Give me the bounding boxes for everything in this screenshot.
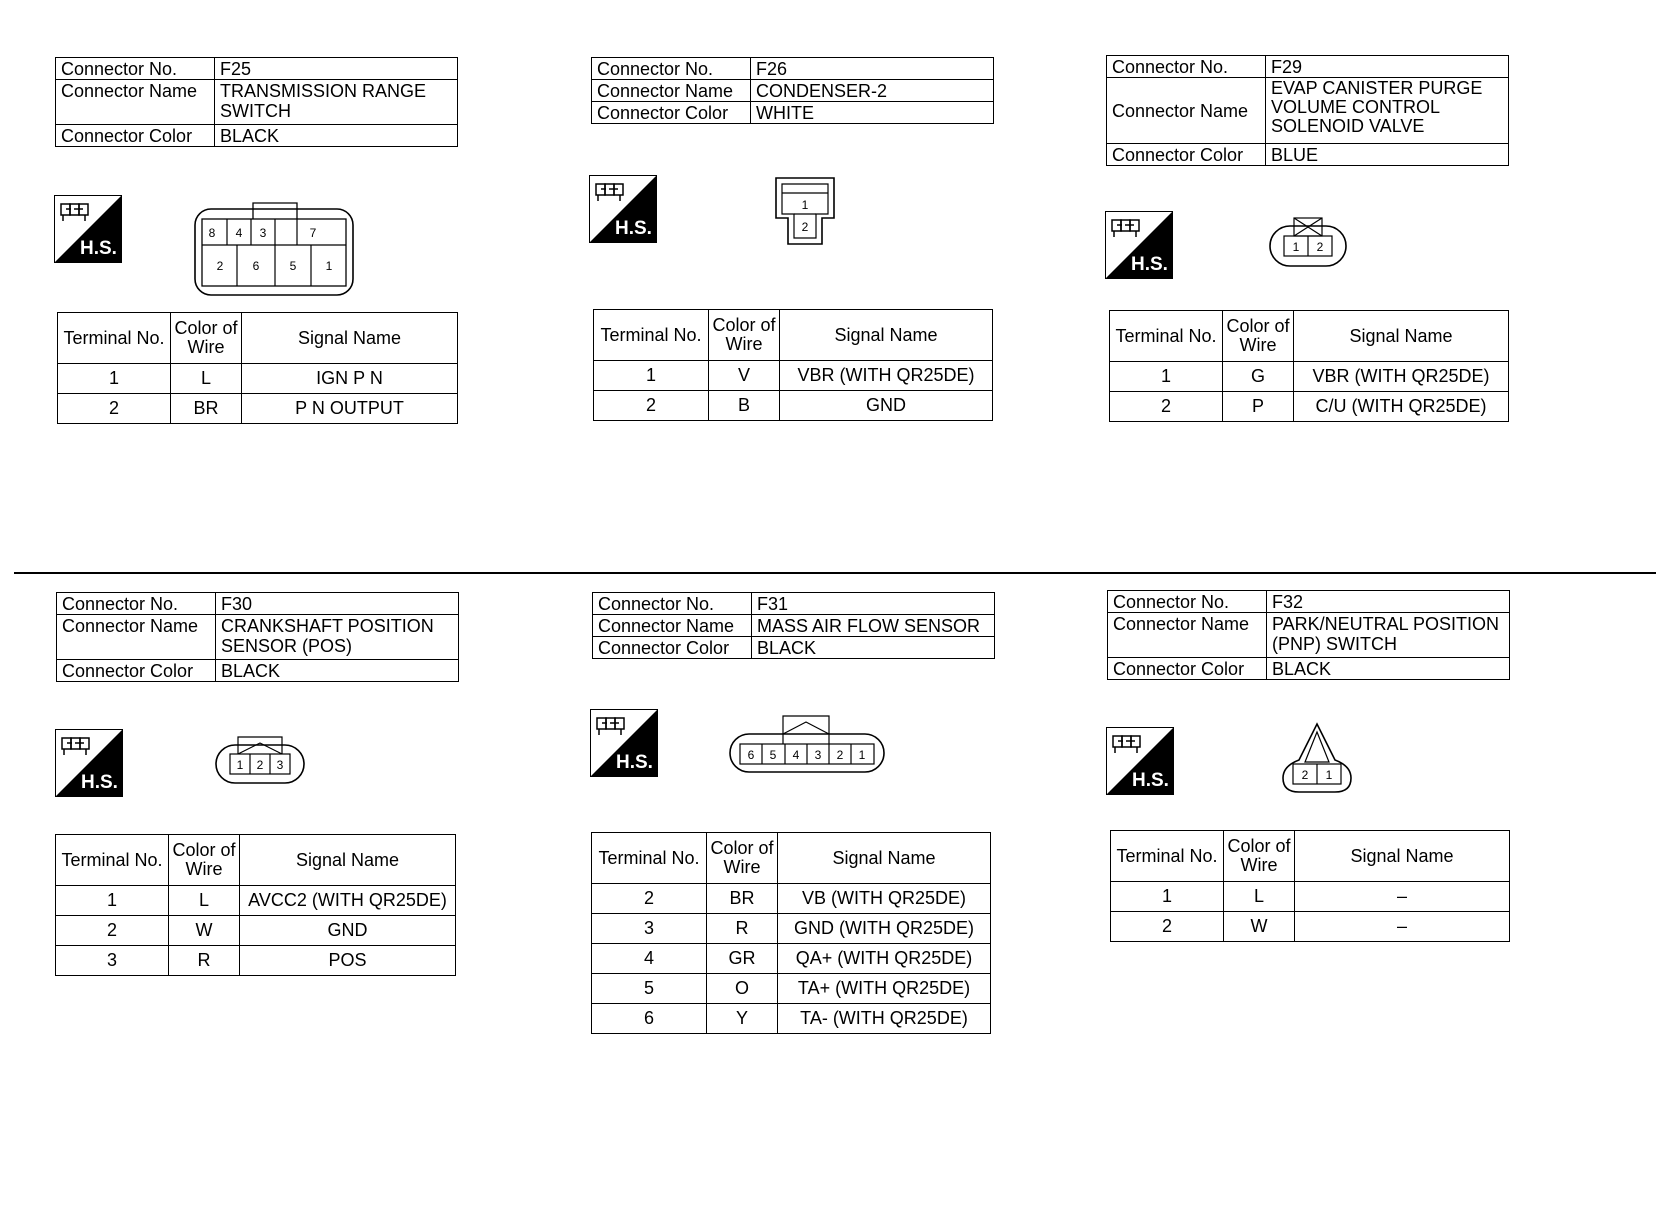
harness-side-icon xyxy=(1105,211,1173,279)
connector-f26-info xyxy=(591,57,994,124)
color-of-wire-header: Color of Wire xyxy=(1224,831,1295,882)
hs-badge-text: H.S. xyxy=(1132,770,1169,791)
table-cell: QA+ (WITH QR25DE) xyxy=(778,944,991,974)
table-cell: L xyxy=(1224,882,1295,912)
pin-label: 4 xyxy=(792,748,800,762)
table-row xyxy=(1108,591,1510,613)
terminal-no-header: Terminal No. xyxy=(1110,311,1223,362)
pin-label: 2 xyxy=(256,758,264,772)
table-row xyxy=(592,1004,991,1034)
signal-name-header: Signal Name xyxy=(1295,831,1510,882)
pin-label: 5 xyxy=(769,748,777,762)
pin-label: 2 xyxy=(1301,768,1309,782)
connector-name-line: VOLUME CONTROL xyxy=(1271,97,1441,117)
connector-color-value: BLACK xyxy=(752,637,995,659)
table-row xyxy=(594,361,993,391)
connector-name-label: Connector Name xyxy=(1107,78,1266,144)
table-row xyxy=(56,58,458,80)
table-cell: 6 xyxy=(592,1004,707,1034)
connector-color-label: Connector Color xyxy=(592,102,751,124)
hs-badge-text: H.S. xyxy=(615,218,652,239)
pin-label: 5 xyxy=(289,259,297,273)
color-of-wire-header: Color of Wire xyxy=(709,310,780,361)
table-cell: 4 xyxy=(592,944,707,974)
terminal-table-f25 xyxy=(57,312,458,424)
table-row xyxy=(592,974,991,1004)
connector-name-value: CONDENSER-2 xyxy=(751,80,994,102)
table-cell: P xyxy=(1223,392,1294,422)
table-cell: R xyxy=(707,914,778,944)
table-row xyxy=(58,394,458,424)
table-row xyxy=(1111,912,1510,942)
harness-side-icon xyxy=(590,709,658,777)
table-cell: 2 xyxy=(594,391,709,421)
table-cell: G xyxy=(1223,362,1294,392)
connector-no-value: F25 xyxy=(215,58,458,80)
table-cell: O xyxy=(707,974,778,1004)
connector-color-label: Connector Color xyxy=(57,660,216,682)
hs-badge-text: H.S. xyxy=(1131,254,1168,275)
connector-f32-face xyxy=(1279,722,1355,796)
connector-no-value: F26 xyxy=(751,58,994,80)
table-row xyxy=(592,80,994,102)
table-cell: – xyxy=(1295,912,1510,942)
terminal-no-header: Terminal No. xyxy=(56,835,169,886)
table-cell: 2 xyxy=(1111,912,1224,942)
table-row xyxy=(57,593,459,615)
connector-f31-face xyxy=(728,712,888,776)
terminal-table-f31 xyxy=(591,832,991,1034)
pin-label: 2 xyxy=(216,259,224,273)
table-cell: POS xyxy=(240,946,456,976)
terminal-no-header: Terminal No. xyxy=(592,833,707,884)
connector-no-label: Connector No. xyxy=(56,58,215,80)
terminal-no-header: Terminal No. xyxy=(594,310,709,361)
pin-label: 1 xyxy=(1325,768,1333,782)
connector-name-line: EVAP CANISTER PURGE xyxy=(1271,78,1483,98)
table-cell: VBR (WITH QR25DE) xyxy=(780,361,993,391)
connector-name-line: TRANSMISSION RANGE xyxy=(220,81,427,101)
table-row xyxy=(592,102,994,124)
table-row xyxy=(594,391,993,421)
pin-label: 1 xyxy=(858,748,866,762)
terminal-table-f26 xyxy=(593,309,993,421)
table-row xyxy=(56,80,458,125)
signal-name-header: Signal Name xyxy=(240,835,456,886)
signal-name-header: Signal Name xyxy=(242,313,458,364)
connector-name-line: PARK/NEUTRAL POSITION xyxy=(1272,614,1500,634)
connector-color-value: WHITE xyxy=(751,102,994,124)
table-row xyxy=(592,58,994,80)
connector-no-label: Connector No. xyxy=(1107,56,1266,78)
table-row xyxy=(56,916,456,946)
table-row xyxy=(58,313,458,364)
table-row xyxy=(592,884,991,914)
connector-name-label: Connector Name xyxy=(57,615,216,660)
connector-f29-face xyxy=(1268,210,1350,270)
connector-color-value: BLACK xyxy=(1267,658,1510,680)
table-cell: GND xyxy=(780,391,993,421)
table-row xyxy=(1111,882,1510,912)
connector-name-label: Connector Name xyxy=(592,80,751,102)
pin-label: 6 xyxy=(747,748,755,762)
connector-color-label: Connector Color xyxy=(56,125,215,147)
connector-name-line: SENSOR (POS) xyxy=(221,636,353,656)
connector-name-value xyxy=(215,80,458,125)
table-cell: AVCC2 (WITH QR25DE) xyxy=(240,886,456,916)
pin-label: 3 xyxy=(814,748,822,762)
pin-label: 6 xyxy=(252,259,260,273)
terminal-table-f30 xyxy=(55,834,456,976)
connector-name-value xyxy=(1266,78,1509,144)
table-cell: C/U (WITH QR25DE) xyxy=(1294,392,1509,422)
connector-color-value: BLUE xyxy=(1266,144,1509,166)
signal-name-header: Signal Name xyxy=(778,833,991,884)
connector-color-label: Connector Color xyxy=(1108,658,1267,680)
hs-badge-text: H.S. xyxy=(616,752,653,773)
table-cell: GND xyxy=(240,916,456,946)
table-row xyxy=(56,835,456,886)
connector-f30-face xyxy=(214,731,308,787)
table-cell: L xyxy=(171,364,242,394)
table-row xyxy=(593,637,995,659)
pin-label: 7 xyxy=(309,226,317,240)
pin-label: 2 xyxy=(836,748,844,762)
connector-name-value xyxy=(1267,613,1510,658)
table-cell: 3 xyxy=(56,946,169,976)
hs-badge-text: H.S. xyxy=(81,772,118,793)
table-cell: GR xyxy=(707,944,778,974)
table-cell: Y xyxy=(707,1004,778,1034)
connector-f26-face xyxy=(774,176,838,248)
table-row xyxy=(1107,78,1509,144)
connector-f32-info xyxy=(1107,590,1510,680)
connector-color-value: BLACK xyxy=(216,660,459,682)
table-row xyxy=(56,125,458,147)
terminal-no-header: Terminal No. xyxy=(58,313,171,364)
connector-name-line: (PNP) SWITCH xyxy=(1272,634,1397,654)
table-cell: TA- (WITH QR25DE) xyxy=(778,1004,991,1034)
connector-no-value: F31 xyxy=(752,593,995,615)
connector-color-label: Connector Color xyxy=(1107,144,1266,166)
pin-label: 2 xyxy=(801,220,809,234)
table-cell: 2 xyxy=(56,916,169,946)
signal-name-header: Signal Name xyxy=(780,310,993,361)
connector-f25-info xyxy=(55,57,458,147)
connector-f31-info xyxy=(592,592,995,659)
terminal-table-f32 xyxy=(1110,830,1510,942)
pin-label: 1 xyxy=(325,259,333,273)
table-cell: 1 xyxy=(594,361,709,391)
connector-no-label: Connector No. xyxy=(57,593,216,615)
connector-f29-info xyxy=(1106,55,1509,166)
table-cell: W xyxy=(169,916,240,946)
harness-side-icon xyxy=(54,195,122,263)
color-of-wire-header: Color of Wire xyxy=(169,835,240,886)
connector-name-label: Connector Name xyxy=(56,80,215,125)
table-cell: 5 xyxy=(592,974,707,1004)
harness-side-icon xyxy=(589,175,657,243)
connector-no-label: Connector No. xyxy=(593,593,752,615)
table-cell: IGN P N xyxy=(242,364,458,394)
pin-label: 2 xyxy=(1316,240,1324,254)
terminal-table-f29 xyxy=(1109,310,1509,422)
table-row xyxy=(1107,56,1509,78)
table-cell: L xyxy=(169,886,240,916)
connector-no-label: Connector No. xyxy=(1108,591,1267,613)
section-divider xyxy=(14,572,1656,574)
table-cell: P N OUTPUT xyxy=(242,394,458,424)
table-row xyxy=(57,660,459,682)
color-of-wire-header: Color of Wire xyxy=(707,833,778,884)
connector-name-label: Connector Name xyxy=(1108,613,1267,658)
table-row xyxy=(1110,311,1509,362)
table-cell: VBR (WITH QR25DE) xyxy=(1294,362,1509,392)
table-cell: VB (WITH QR25DE) xyxy=(778,884,991,914)
connector-no-value: F30 xyxy=(216,593,459,615)
table-cell: 2 xyxy=(592,884,707,914)
signal-name-header: Signal Name xyxy=(1294,311,1509,362)
table-cell: R xyxy=(169,946,240,976)
connector-no-value: F32 xyxy=(1267,591,1510,613)
table-row xyxy=(1110,362,1509,392)
table-row xyxy=(56,946,456,976)
pin-label: 3 xyxy=(259,226,267,240)
table-cell: 1 xyxy=(58,364,171,394)
pin-label: 1 xyxy=(801,198,809,212)
table-row xyxy=(1107,144,1509,166)
table-row xyxy=(1108,613,1510,658)
table-cell: W xyxy=(1224,912,1295,942)
table-cell: BR xyxy=(171,394,242,424)
connector-name-label: Connector Name xyxy=(593,615,752,637)
connector-f30-info xyxy=(56,592,459,682)
table-cell: TA+ (WITH QR25DE) xyxy=(778,974,991,1004)
table-row xyxy=(1111,831,1510,882)
pin-label: 3 xyxy=(276,758,284,772)
table-cell: – xyxy=(1295,882,1510,912)
color-of-wire-header: Color of Wire xyxy=(171,313,242,364)
table-row xyxy=(592,944,991,974)
table-row xyxy=(592,833,991,884)
table-cell: 2 xyxy=(1110,392,1223,422)
table-row xyxy=(58,364,458,394)
table-cell: 2 xyxy=(58,394,171,424)
pin-label: 1 xyxy=(236,758,244,772)
table-row xyxy=(593,593,995,615)
connector-name-value: MASS AIR FLOW SENSOR xyxy=(752,615,995,637)
table-cell: 3 xyxy=(592,914,707,944)
connector-name-value xyxy=(216,615,459,660)
table-row xyxy=(592,914,991,944)
pin-label: 1 xyxy=(1292,240,1300,254)
table-row xyxy=(1108,658,1510,680)
table-cell: BR xyxy=(707,884,778,914)
connector-color-value: BLACK xyxy=(215,125,458,147)
table-cell: V xyxy=(709,361,780,391)
connector-no-label: Connector No. xyxy=(592,58,751,80)
connector-name-line: SOLENOID VALVE xyxy=(1271,116,1425,136)
pin-label: 4 xyxy=(235,226,243,240)
table-cell: B xyxy=(709,391,780,421)
table-row xyxy=(1110,392,1509,422)
connector-no-value: F29 xyxy=(1266,56,1509,78)
table-cell: 1 xyxy=(1111,882,1224,912)
table-cell: GND (WITH QR25DE) xyxy=(778,914,991,944)
connector-name-line: CRANKSHAFT POSITION xyxy=(221,616,434,636)
table-cell: 1 xyxy=(1110,362,1223,392)
table-row xyxy=(56,886,456,916)
harness-side-icon xyxy=(1106,727,1174,795)
table-row xyxy=(594,310,993,361)
connector-name-line: SWITCH xyxy=(220,101,291,121)
harness-side-icon xyxy=(55,729,123,797)
hs-badge-text: H.S. xyxy=(80,238,117,259)
table-row xyxy=(593,615,995,637)
table-cell: 1 xyxy=(56,886,169,916)
color-of-wire-header: Color of Wire xyxy=(1223,311,1294,362)
connector-f25-face xyxy=(193,199,358,299)
table-row xyxy=(57,615,459,660)
terminal-no-header: Terminal No. xyxy=(1111,831,1224,882)
pin-label: 8 xyxy=(208,226,216,240)
connector-color-label: Connector Color xyxy=(593,637,752,659)
